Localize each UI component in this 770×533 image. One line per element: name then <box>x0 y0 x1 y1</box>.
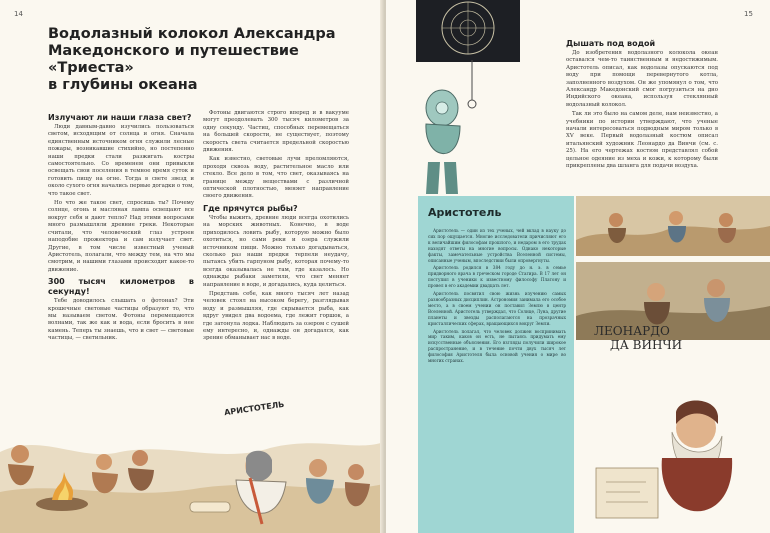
aristotle-sidebar-text <box>428 228 566 366</box>
title-line-3: в глубины океана <box>48 77 198 93</box>
page-number-right: 15 <box>744 10 753 18</box>
title-line-1: Водолазный колокол Александра <box>48 26 336 42</box>
celestial-sphere-diver-illustration <box>416 0 520 196</box>
ancient-people-illustration <box>0 392 384 533</box>
heading-eyes-light: Излучают ли наши глаза свет? <box>48 113 192 122</box>
leonardo-scenes-illustration <box>576 196 770 533</box>
heading-speed-of-light: 300 тысяч километров в секунду! <box>48 277 194 297</box>
paragraph: Тебе доводилось слышать о фотонах? Эти крошечные световые частицы образуют то, что мы называем светом. Фотоны перемещаются волнами, так же как и вода, если бросить в нее камень. Теперь ты знаешь, что и свет — световые частицы, — светильник. <box>48 298 194 342</box>
leonardo-label-line-2: ДА ВИНЧИ <box>610 338 683 352</box>
left-page <box>0 0 384 533</box>
paragraph: Как известно, световые лучи преломляются, проходя сквозь воду, растительное масло или стекло. Все дело в том, что свет, оказываясь на границе между веществами с различной оптической плотностью, меняет направление своего движения. <box>203 156 349 200</box>
paragraph: Аристотель полагал, что человек должен воспринимать мир таким, каков он есть, не пытаясь придумать ему искусственные объяснения. Его взгляды получили широкое распространение, и в течение почти двух тысяч лет философия Аристотеля была основой учения о мире во многих странах. <box>428 328 566 364</box>
paragraph: Аристотель — один из тех ученых, чей вклад в науку до сих пор ощущается. Многие исследователи причисляют его к величайшим философам прошлого, и недаром в его трудах находят ответы на многие вопросы. Однако некоторые факты, замечательные устройства Вселенной системы, описанные ученым, впоследствии были опровергнуты. <box>428 228 566 263</box>
paragraph: Аристотель посвятил свою жизнь изучению самых разнообразных дисциплин. Астрономия занимала его особое место, а в своем учении он поставил Землю в центр Вселенной. Аристотель утверждал, что Солнце, Луна, другие планеты и звезды располагаются на прозрачных кристаллических сферах, вращающихся вокруг Земли. <box>428 291 566 326</box>
paragraph: Фотоны двигаются строго вперед и в вакууме могут преодолевать 300 тысяч километров за одну секунду. Частиц, способных перемещаться на большей скорости, не существует, поэтому скорость света считается предельной скоростью движения. <box>203 110 349 154</box>
heading-breathe-underwater: Дышать под водой <box>566 39 656 48</box>
left-column-1 <box>48 110 194 345</box>
title-line-2: Македонского и путешествие «Триеста» <box>48 43 299 76</box>
aristotle-sidebar-title: Аристотель <box>428 206 502 219</box>
paragraph: Чтобы выжить, древние люди всегда охотились на морских животных. Конечно, в воде приходилось ловить рыбу, которую можно было охотиться, но сами реки и озера служили источником пищи. Можно только догадываться, сколько раз наши предки терпели неудачу, пытаясь убить гарпуном рыбу, которая почему-то всегда оказывалась не там, где казалось. Но однажды рыбаки заметили, что свет меняет направление в воде, и догадались, куда целиться. <box>203 214 349 288</box>
left-column-2 <box>203 110 349 345</box>
page-number-left: 14 <box>14 10 23 18</box>
paragraph: Представь себе, как много тысяч лет назад человек стоял на высоком берегу, разглядывая воду и размышляя, где скрывается рыба, как вдруг увидел два водоема, где лежит горшок, а где затонула лодка. Наблюдать за озером с сушей ему интересно, и, однажды он догадался, как зрение обманывает нас в воде. <box>203 290 349 342</box>
right-column <box>566 36 718 173</box>
paragraph: До изобретения водолазного колокола океан оставался чем-то таинственным и недостижимым. Аристотель описал, как водолазы опускаются под воду при помощи перевернутого котла, заполненного воздухом. Он же упомянул о том, что Александр Македонский смог погрузиться на дно Индийского океана, используя стеклянный водолазный колокол. <box>566 50 718 108</box>
aristotle-label: АРИСТОТЕЛЬ <box>223 399 285 418</box>
paragraph: Люди давным-давно изучились пользоваться светом, исходящим от солнца и огня. Сначала единственным источником огня служили лесные пожары, возникавшие стихийно, но постепенно наши предки стали разжигать костры самостоятельно. Со временем они привыкли освещать свои поселения в темное время суток и готовить пищу на огне. Тогда в свете звезд и около сухого огня начались первые догадки о том, что такое свет. <box>48 124 194 197</box>
page-title <box>48 26 348 94</box>
heading-where-fish-hide: Где прячутся рыбы? <box>203 203 298 213</box>
paragraph: Но что же такое свет, спросишь ты? Почему солнце, огонь и масляная лампа освещают все вокруг себя и дают тепло? Над этими вопросами много размышляли древние греки. Некоторые считали, что человеческий глаз устроен наподобие прожектора и сам излучает свет. Другие, в том числе известный ученый Аристотель, полагали, что между тем, на что мы смотрим, и нашими глазами происходит какое-то движение. <box>48 200 194 273</box>
leonardo-label <box>594 324 682 352</box>
paragraph: Аристотель родился в 384 году до н. э. в семье придворного врача в греческом городе Стагира. В 17 лет он поступил в ученики к известному философу Платону и провел в его академии двадцать лет. <box>428 265 566 289</box>
leonardo-label-line-1: ЛЕОНАРДО <box>594 324 670 338</box>
paragraph: Так ли это было на самом деле, нам неизвестно, а учебники по истории утверждают, что ученые начали интересоваться подводным миром только в XV веке. Первый водолазный костюм описал итальянский художник Леонардо да Винчи (см. с. 25). На его чертежах костюм представлял собой цельное одеяние из меха и кожи, к которому были прикреплены два шланга для подачи воздуха. <box>566 111 718 170</box>
